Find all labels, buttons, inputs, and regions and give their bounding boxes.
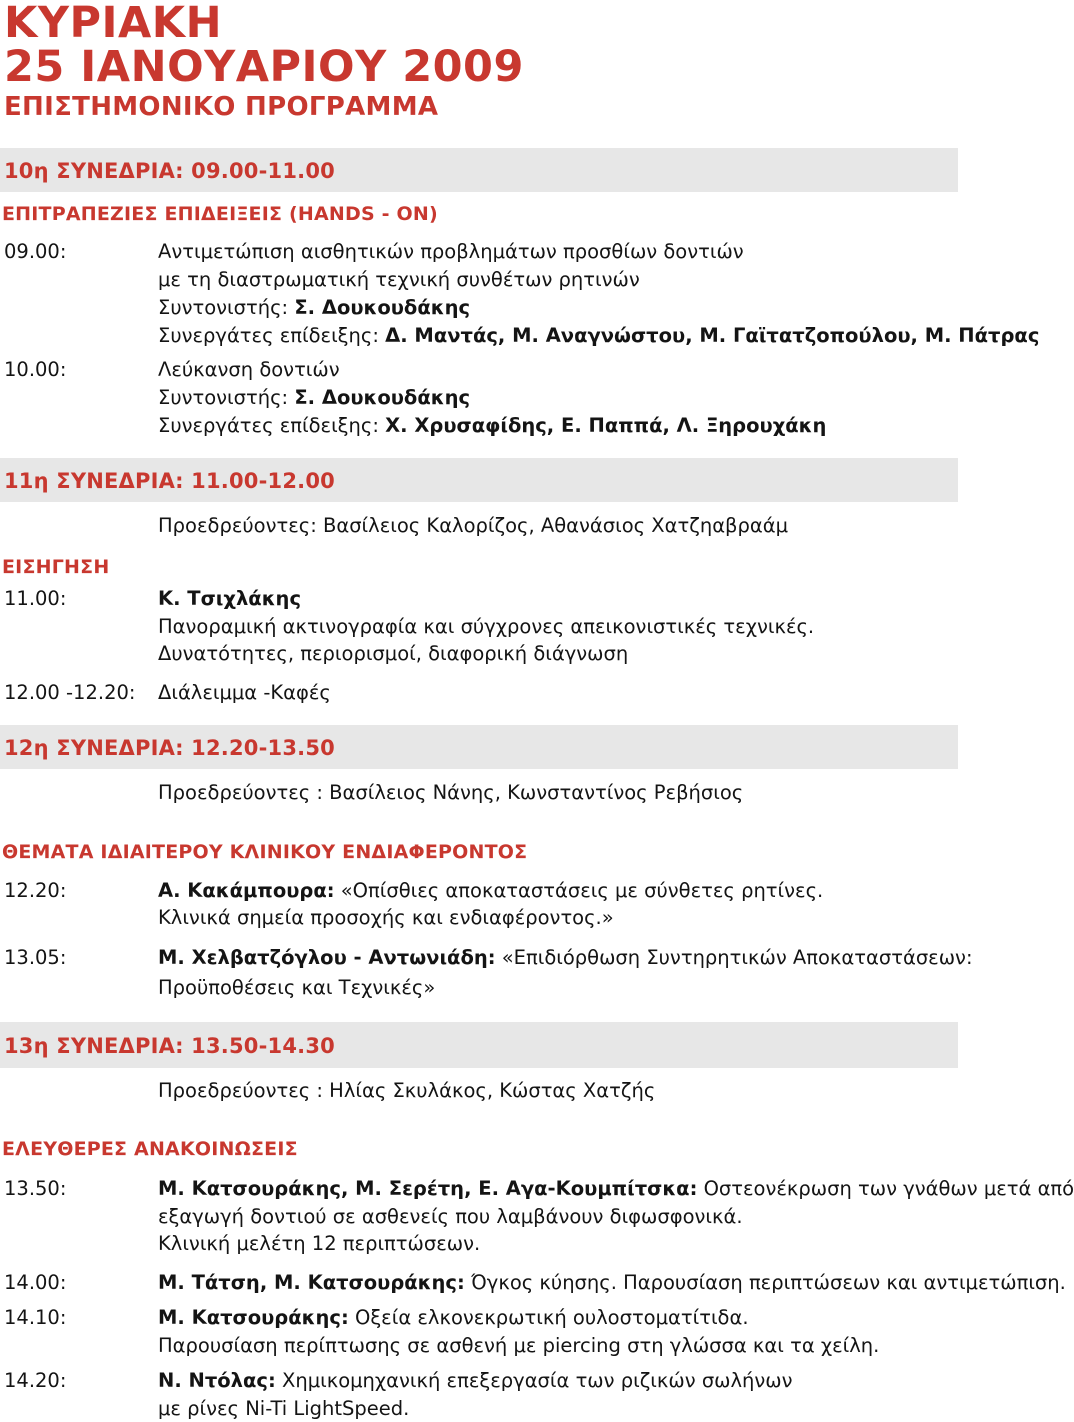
item-title-line: εξαγωγή δοντιού σε ασθενείς που λαμβάνουν διφωσφονικά.: [158, 1205, 743, 1228]
item-title-line: [158, 877, 823, 904]
item-title-line: Κλινική μελέτη 12 περιπτώσεων.: [158, 1232, 481, 1255]
item-title-line: [158, 1304, 749, 1331]
session-13-band: [0, 1022, 958, 1068]
break-label: Διάλειμμα -Καφές: [158, 681, 331, 704]
item-time: 09.00:: [4, 240, 67, 263]
session-10-title: 10η ΣΥΝΕΔΡΙΑ: 09.00-11.00: [4, 159, 335, 183]
item-title-line: Λεύκανση δοντιών: [158, 358, 340, 381]
session-11-band: [0, 458, 958, 502]
item-title-line: [158, 1269, 1066, 1296]
item-time: 14.10:: [4, 1306, 67, 1329]
coordinator-line: [158, 384, 470, 411]
item-title-line: με ρίνες Ni-Ti LightSpeed.: [158, 1397, 410, 1420]
speaker-name: Κ. Τσιχλάκης: [158, 587, 302, 610]
session-12-chairs: Προεδρεύοντες : Βασίλειος Νάνης, Κωνσταντίνος Ρεβήσιος: [158, 781, 744, 804]
session-11-chairs: Προεδρεύοντες: Βασίλειος Καλορίζος, Αθανάσιος Χατζηαβραάμ: [158, 514, 788, 537]
talk-title: Όγκος κύησης. Παρουσίαση περιπτώσεων και αντιμετώπιση.: [464, 1271, 1066, 1294]
talk-title: «Επιδιόρθωση Συντηρητικών Αποκαταστάσεων:: [495, 946, 973, 969]
item-time: 14.00:: [4, 1271, 67, 1294]
item-title-line: Προϋποθέσεις και Τεχνικές»: [158, 976, 436, 999]
collaborators-label: Συνεργάτες επίδειξης:: [158, 414, 386, 437]
coordinator-name: Σ. Δουκουδάκης: [294, 386, 471, 409]
item-title-line: [158, 1175, 1074, 1202]
collaborators-line: [158, 412, 826, 439]
speaker-name: Ν. Ντόλας:: [158, 1369, 276, 1392]
item-title-line: Κλινικά σημεία προσοχής και ενδιαφέροντος.»: [158, 906, 614, 929]
session-11-heading: ΕΙΣΗΓΗΣΗ: [2, 556, 110, 578]
talk-title: Χημικομηχανική επεξεργασία των ριζικών σωλήνων: [275, 1369, 793, 1392]
item-time: 12.00 -12.20:: [4, 681, 136, 704]
collaborators-names: Δ. Μαντάς, Μ. Αναγνώστου, Μ. Γαϊτατζοπούλου, Μ. Πάτρας: [385, 324, 1040, 347]
speaker-name: Μ. Τάτση, Μ. Κατσουράκης:: [158, 1271, 465, 1294]
talk-title: Οστεονέκρωση των γνάθων μετά από: [697, 1177, 1074, 1200]
speaker-name: Α. Κακάμπουρα:: [158, 879, 335, 902]
collaborators-names: Χ. Χρυσαφίδης, Ε. Παππά, Λ. Ξηρουχάκη: [385, 414, 827, 437]
session-10-band: [0, 148, 958, 192]
item-title-line: [158, 944, 973, 971]
item-title-line: Αντιμετώπιση αισθητικών προβλημάτων προσθίων δοντιών: [158, 240, 744, 263]
page-subtitle: ΕΠΙΣΤΗΜΟΝΙΚΟ ΠΡΟΓΡΑΜΜΑ: [4, 92, 439, 122]
item-time: 10.00:: [4, 358, 67, 381]
speaker-name: Μ. Κατσουράκης:: [158, 1306, 349, 1329]
coordinator-label: Συντονιστής:: [158, 386, 295, 409]
session-12-heading: ΘΕΜΑΤΑ ΙΔΙΑΙΤΕΡΟΥ ΚΛΙΝΙΚΟΥ ΕΝΔΙΑΦΕΡΟΝΤΟΣ: [2, 841, 528, 863]
item-time: 11.00:: [4, 587, 67, 610]
talk-title: Οξεία ελκονεκρωτική ουλοστοματίτιδα.: [348, 1306, 749, 1329]
session-13-heading: ΕΛΕΥΘΕΡΕΣ ΑΝΑΚΟΙΝΩΣΕΙΣ: [2, 1138, 298, 1160]
item-time: 12.20:: [4, 879, 67, 902]
session-13-title: 13η ΣΥΝΕΔΡΙΑ: 13.50-14.30: [4, 1034, 335, 1058]
session-12-title: 12η ΣΥΝΕΔΡΙΑ: 12.20-13.50: [4, 736, 335, 760]
coordinator-label: Συντονιστής:: [158, 296, 295, 319]
session-10-heading: ΕΠΙΤΡΑΠΕΖΙΕΣ ΕΠΙΔΕΙΞΕΙΣ (HANDS - ON): [2, 203, 438, 225]
coordinator-line: [158, 294, 470, 321]
collaborators-label: Συνεργάτες επίδειξης:: [158, 324, 386, 347]
item-time: 13.05:: [4, 946, 67, 969]
item-title-line: Πανοραμική ακτινογραφία και σύγχρονες απεικονιστικές τεχνικές.: [158, 615, 815, 638]
speaker-name: Μ. Κατσουράκης, Μ. Σερέτη, Ε. Αγα-Κουμπίτσκα:: [158, 1177, 698, 1200]
session-11-title: 11η ΣΥΝΕΔΡΙΑ: 11.00-12.00: [4, 469, 335, 493]
item-title-line: [158, 1367, 793, 1394]
speaker-name: Μ. Χελβατζόγλου - Αντωνιάδη:: [158, 946, 496, 969]
page-title-day: ΚΥΡΙΑΚΗ: [4, 0, 223, 48]
page-title-date: 25 ΙΑΝΟΥΑΡΙΟΥ 2009: [4, 42, 524, 92]
talk-title: «Οπίσθιες αποκαταστάσεις με σύνθετες ρητίνες.: [334, 879, 824, 902]
item-time: 14.20:: [4, 1369, 67, 1392]
session-12-band: [0, 725, 958, 769]
collaborators-line: [158, 322, 1039, 349]
coordinator-name: Σ. Δουκουδάκης: [294, 296, 471, 319]
item-title-line: Παρουσίαση περίπτωσης σε ασθενή με piercing στη γλώσσα και τα χείλη.: [158, 1334, 880, 1357]
item-time: 13.50:: [4, 1177, 67, 1200]
session-13-chairs: Προεδρεύοντες : Ηλίας Σκυλάκος, Κώστας Χατζής: [158, 1079, 656, 1102]
item-title-line: με τη διαστρωματική τεχνική συνθέτων ρητινών: [158, 268, 640, 291]
item-title-line: Δυνατότητες, περιορισμοί, διαφορική διάγνωση: [158, 642, 629, 665]
